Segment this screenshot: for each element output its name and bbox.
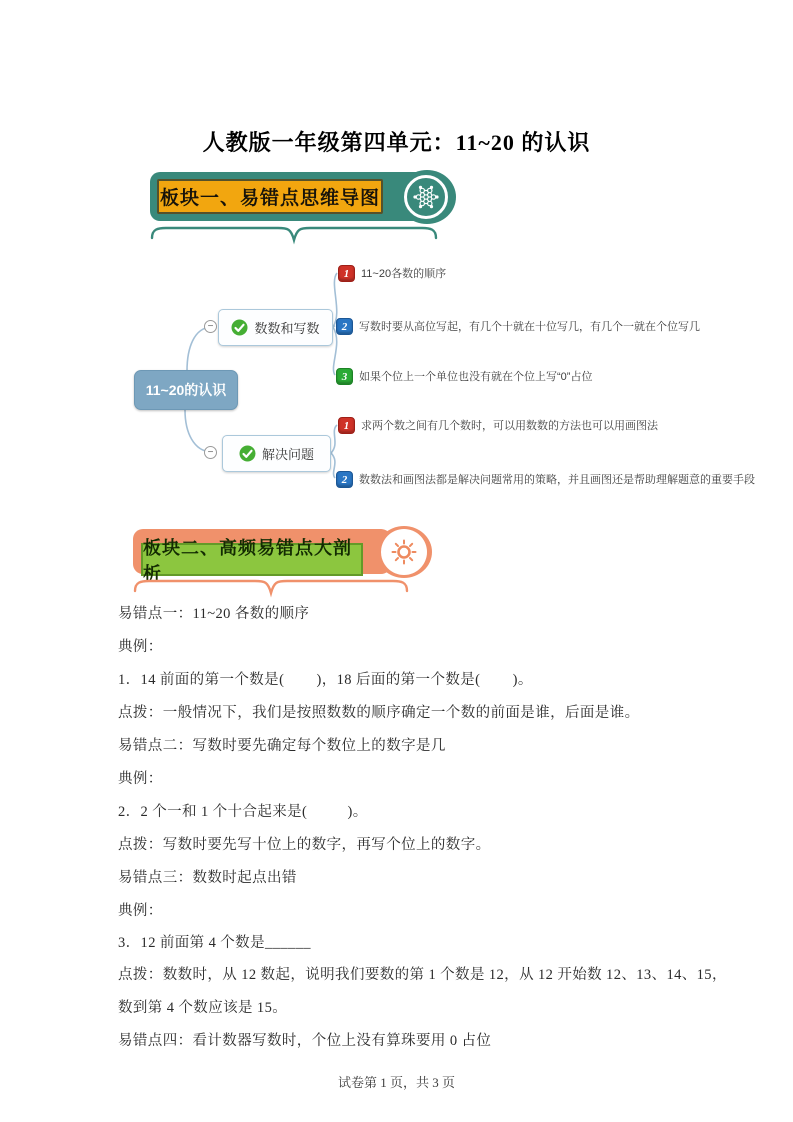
sun-icon [381, 529, 427, 575]
network-icon [404, 175, 448, 219]
mindmap-root-node: 11~20的认识 [134, 370, 238, 410]
text-line-hint: 点拨：写数时要先写十位上的数字，再写个位上的数字。 [118, 837, 491, 853]
banner-one-underbrace [150, 223, 440, 245]
banner-one-label: 板块一、易错点思维导图 [157, 179, 383, 214]
text-line-heading: 易错点三：数数时起点出错 [118, 870, 297, 886]
collapse-toggle-icon: − [204, 446, 217, 459]
text-line-hint: 点拨：一般情况下，我们是按照数数的顺序确定一个数的前面是谁，后面是谁。 [118, 705, 640, 721]
text-line-question: 3．12 前面第 4 个数是______ [118, 935, 311, 951]
branch-label: 解决问题 [261, 447, 314, 462]
branch-label: 数数和写数 [254, 321, 320, 336]
leaf-text: 数数法和画图法都是解决问题常用的策略，并且画图还是帮助理解题意的重要手段 [359, 474, 755, 486]
text-line: 典例： [118, 771, 163, 787]
banner-two-label: 板块二、高频易错点大剖析 [141, 543, 363, 576]
text-line: 典例： [118, 639, 163, 655]
mindmap-leaf [338, 265, 446, 282]
text-line-heading: 易错点四：看计数器写数时，个位上没有算珠要用 0 占位 [118, 1033, 492, 1049]
text-line-question: 2．2 个一和 1 个十合起来是( )。 [118, 804, 368, 820]
mindmap-branch-problem-solving [222, 435, 331, 472]
text-line-heading: 易错点二：写数时要先确定每个数位上的数字是几 [118, 738, 446, 754]
leaf-number-badge: 1 [338, 417, 355, 434]
leaf-number-badge: 2 [336, 471, 353, 488]
leaf-text: 11~20各数的顺序 [361, 268, 447, 280]
text-line-heading: 易错点一：11~20 各数的顺序 [118, 606, 310, 622]
leaf-number-badge: 2 [336, 318, 353, 335]
banner-two-underbrace [133, 576, 411, 598]
leaf-number-badge: 1 [338, 265, 355, 282]
check-icon [231, 319, 248, 336]
page-title: 人教版一年级第四单元：11~20 的认识 [202, 130, 591, 155]
mindmap-leaf [336, 318, 700, 335]
leaf-text: 求两个数之间有几个数时，可以用数数的方法也可以用画图法 [361, 420, 658, 432]
page-footer: 试卷第 1 页，共 3 页 [337, 1075, 455, 1090]
leaf-number-badge: 3 [336, 368, 353, 385]
text-line: 典例： [118, 903, 163, 919]
mindmap-leaf [336, 368, 592, 385]
mindmap-branch-count-write [218, 309, 333, 346]
leaf-text: 写数时要从高位写起，有几个十就在十位写几，有几个一就在个位写几 [359, 321, 700, 333]
leaf-text: 如果个位上一个单位也没有就在个位上写“0”占位 [359, 371, 593, 383]
text-line-hint: 数到第 4 个数应该是 15。 [118, 1000, 288, 1016]
collapse-toggle-icon: − [204, 320, 217, 333]
text-line-question: 1．14 前面的第一个数是( )，18 后面的第一个数是( )。 [118, 672, 533, 688]
text-line-hint: 点拨：数数时，从 12 数起，说明我们要数的第 1 个数是 12，从 12 开始数 12、13、14、15， [118, 967, 727, 983]
mindmap-leaf [338, 417, 658, 434]
mindmap-leaf [336, 471, 755, 488]
check-icon [239, 445, 256, 462]
